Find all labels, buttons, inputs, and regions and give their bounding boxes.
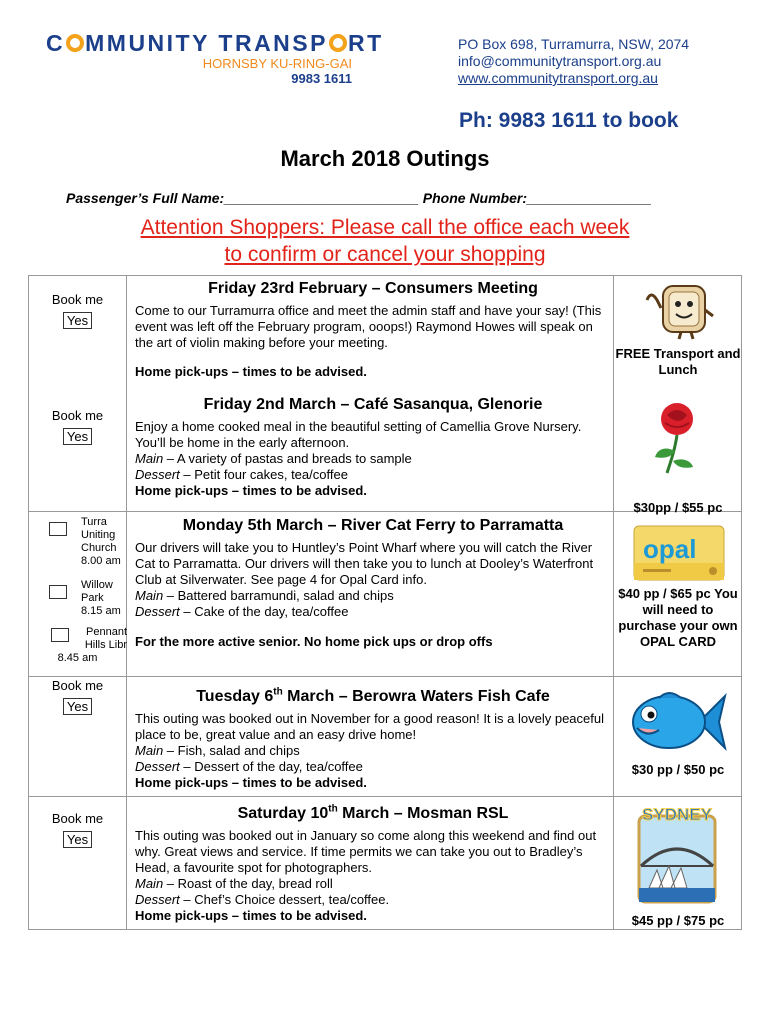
po-box: PO Box 698, Turramurra, NSW, 2074: [458, 36, 690, 52]
stop-line: Park: [81, 592, 104, 604]
website-link[interactable]: www.communitytransport.org.au: [458, 70, 658, 86]
event-description: Enjoy a home cooked meal in the beautiful setting of Camellia Grove Nursery. You’ll be home in the early afternoon.: [135, 419, 582, 450]
booking-cell: [29, 408, 126, 445]
row-divider: [29, 796, 741, 797]
event-dessert: [135, 892, 611, 908]
price-label: $30 pp / $50 pc: [631, 762, 725, 777]
price-label: FREE Transport and Lunch: [615, 346, 741, 377]
main-label: Main: [135, 743, 164, 758]
event-description: Come to our Turramurra office and meet the admin staff and have your say! (This event was left off the February program, ooops!) Raymond Howes will speak on the art of violin making before your meeting.: [135, 303, 602, 350]
event-cafe-sasanqua: [135, 395, 611, 499]
event-title: Friday 2nd March – Café Sasanqua, Glenorie: [203, 396, 543, 413]
stop-line: Willow: [81, 579, 113, 591]
event-main-course: [135, 743, 611, 759]
stop-line: Turra: [81, 516, 107, 528]
dessert-text: – Petit four cakes, tea/coffee: [179, 467, 348, 482]
yes-checkbox[interactable]: Yes: [63, 698, 92, 715]
event-dessert: [135, 759, 611, 775]
event-mosman-rsl: [135, 804, 611, 924]
main-text: – Battered barramundi, salad and chips: [163, 588, 394, 603]
title-text: March – Berowra Waters Fish Cafe: [282, 688, 550, 705]
opal-card-image: [633, 525, 725, 586]
stop-checkbox[interactable]: [51, 628, 69, 642]
event-pickup: Home pick-ups – times to be advised.: [135, 908, 367, 923]
book-me-label: Book me: [51, 408, 104, 423]
event-berowra-waters: [135, 687, 611, 791]
booking-cell: [29, 678, 126, 715]
stop-details: [81, 516, 121, 568]
logo-ring-icon: [66, 34, 84, 52]
event-title: Friday 23rd February – Consumers Meeting: [208, 280, 538, 297]
event-title: Monday 5th March – River Cat Ferry to Parramatta: [182, 517, 564, 534]
sydney-harbour-image: [627, 802, 727, 911]
stop-details: [69, 626, 127, 652]
dessert-label: Dessert: [135, 604, 180, 619]
smiling-sandwich-icon: [641, 280, 717, 345]
event-pickup: Home pick-ups – times to be advised.: [135, 775, 367, 790]
dessert-label: Dessert: [135, 759, 180, 774]
dessert-label: Dessert: [135, 892, 180, 907]
blue-fish-icon: [629, 688, 727, 761]
pickup-stops: [29, 516, 126, 676]
stop-line: Hills Libr: [84, 639, 127, 651]
stop-time: 8.45 am: [57, 652, 98, 664]
event-pickup: Home pick-ups – times to be advised.: [135, 364, 367, 379]
event-river-cat-ferry: [135, 516, 611, 650]
event-description: This outing was booked out in November for a good reason! It is a lovely peaceful place to be, great value and an easy drive home!: [135, 711, 604, 742]
pickup-stop-turra: [29, 516, 126, 566]
event-title: [135, 687, 611, 707]
book-me-label: Book me: [51, 678, 104, 693]
title-sup: th: [328, 803, 338, 815]
dessert-text: – Chef’s Choice dessert, tea/coffee.: [179, 892, 390, 907]
title-sup: th: [273, 686, 283, 698]
price-label: $30pp / $55 pc: [633, 500, 723, 515]
logo-ring-icon: [329, 34, 347, 52]
event-main-course: [135, 451, 611, 467]
title-text: March – Mosman RSL: [337, 805, 509, 822]
yes-checkbox[interactable]: Yes: [63, 428, 92, 445]
event-pickup: Home pick-ups – times to be advised.: [135, 483, 367, 498]
event-dessert: [135, 467, 611, 483]
red-rose-icon: [649, 401, 707, 480]
stop-checkbox[interactable]: [49, 585, 67, 599]
logo-phone: 9983 1611: [291, 71, 352, 86]
booking-cell: [29, 811, 126, 848]
row-divider: [29, 676, 741, 677]
dessert-text: – Cake of the day, tea/coffee: [179, 604, 349, 619]
event-dessert: [135, 604, 611, 620]
main-label: Main: [135, 588, 164, 603]
event-description: This outing was booked out in January so come along this weekend and find out why. Great views and service. If time permits we can take you out to Bradley’s Head, a favourite spot for photographers.: [135, 828, 597, 875]
dessert-label: Dessert: [135, 467, 180, 482]
stop-checkbox[interactable]: [49, 522, 67, 536]
contact-address: [458, 36, 689, 87]
title-text: Tuesday 6: [196, 688, 274, 705]
price-label: $40 pp / $65 pc You will need to purchase your own OPAL CARD: [618, 586, 738, 649]
stop-line: Pennant: [86, 626, 127, 638]
column-divider: [126, 276, 127, 929]
attention-notice: [0, 214, 770, 268]
stop-details: [81, 579, 121, 618]
dessert-text: – Dessert of the day, tea/coffee: [179, 759, 363, 774]
logo-subtitle: HORNSBY KU-RING-GAI: [202, 56, 352, 71]
community-transport-logo: [46, 30, 384, 86]
book-me-label: Book me: [51, 811, 104, 826]
main-label: Main: [135, 876, 164, 891]
stop-line: Church: [81, 542, 117, 554]
event-main-course: [135, 588, 611, 604]
main-text: – Fish, salad and chips: [163, 743, 300, 758]
title-text: Saturday 10: [237, 805, 329, 822]
opal-logo-text: opal: [643, 534, 697, 564]
stop-time: 8.00 am: [81, 555, 121, 567]
attention-line-2: to confirm or cancel your shopping: [224, 243, 546, 266]
book-me-label: Book me: [51, 292, 104, 307]
sydney-logo-text: SYDNEY: [642, 805, 712, 824]
logo-wordmark: C MMUNITY TRANSP RT: [46, 30, 384, 56]
passenger-details-line: Passenger’s Full Name:_________________________ Phone Number:________________: [66, 190, 652, 206]
event-main-course: [135, 876, 611, 892]
stop-line: Uniting: [81, 529, 116, 541]
page-title: March 2018 Outings: [280, 146, 490, 171]
attention-line-1: Attention Shoppers: Please call the office each week: [140, 216, 630, 239]
email-link[interactable]: info@communitytransport.org.au: [458, 53, 662, 69]
main-text: – Roast of the day, bread roll: [163, 876, 333, 891]
yes-checkbox[interactable]: Yes: [63, 831, 92, 848]
event-title: [135, 804, 611, 824]
main-label: Main: [135, 451, 164, 466]
event-pickup: For the more active senior. No home pick ups or drop offs: [135, 634, 493, 649]
outings-table: [28, 275, 742, 930]
price-label: $45 pp / $75 pc: [631, 913, 725, 928]
pickup-stop-willow-park: [29, 579, 126, 629]
booking-phone: Ph: 9983 1611 to book: [459, 109, 679, 132]
main-text: – A variety of pastas and breads to sample: [163, 451, 412, 466]
pickup-stop-pennant-hills: [29, 626, 126, 676]
event-consumers-meeting: [135, 279, 611, 380]
event-description: Our drivers will take you to Huntley’s Point Wharf where you will catch the River Cat to Parramatta. Our drivers will then take you to lunch at Dooley’s Waterfront Club at Silverwater. See page 4 for Opal Card info.: [135, 540, 594, 587]
stop-time: 8.15 am: [81, 605, 121, 617]
yes-checkbox[interactable]: Yes: [63, 312, 92, 329]
booking-cell: [29, 292, 126, 329]
